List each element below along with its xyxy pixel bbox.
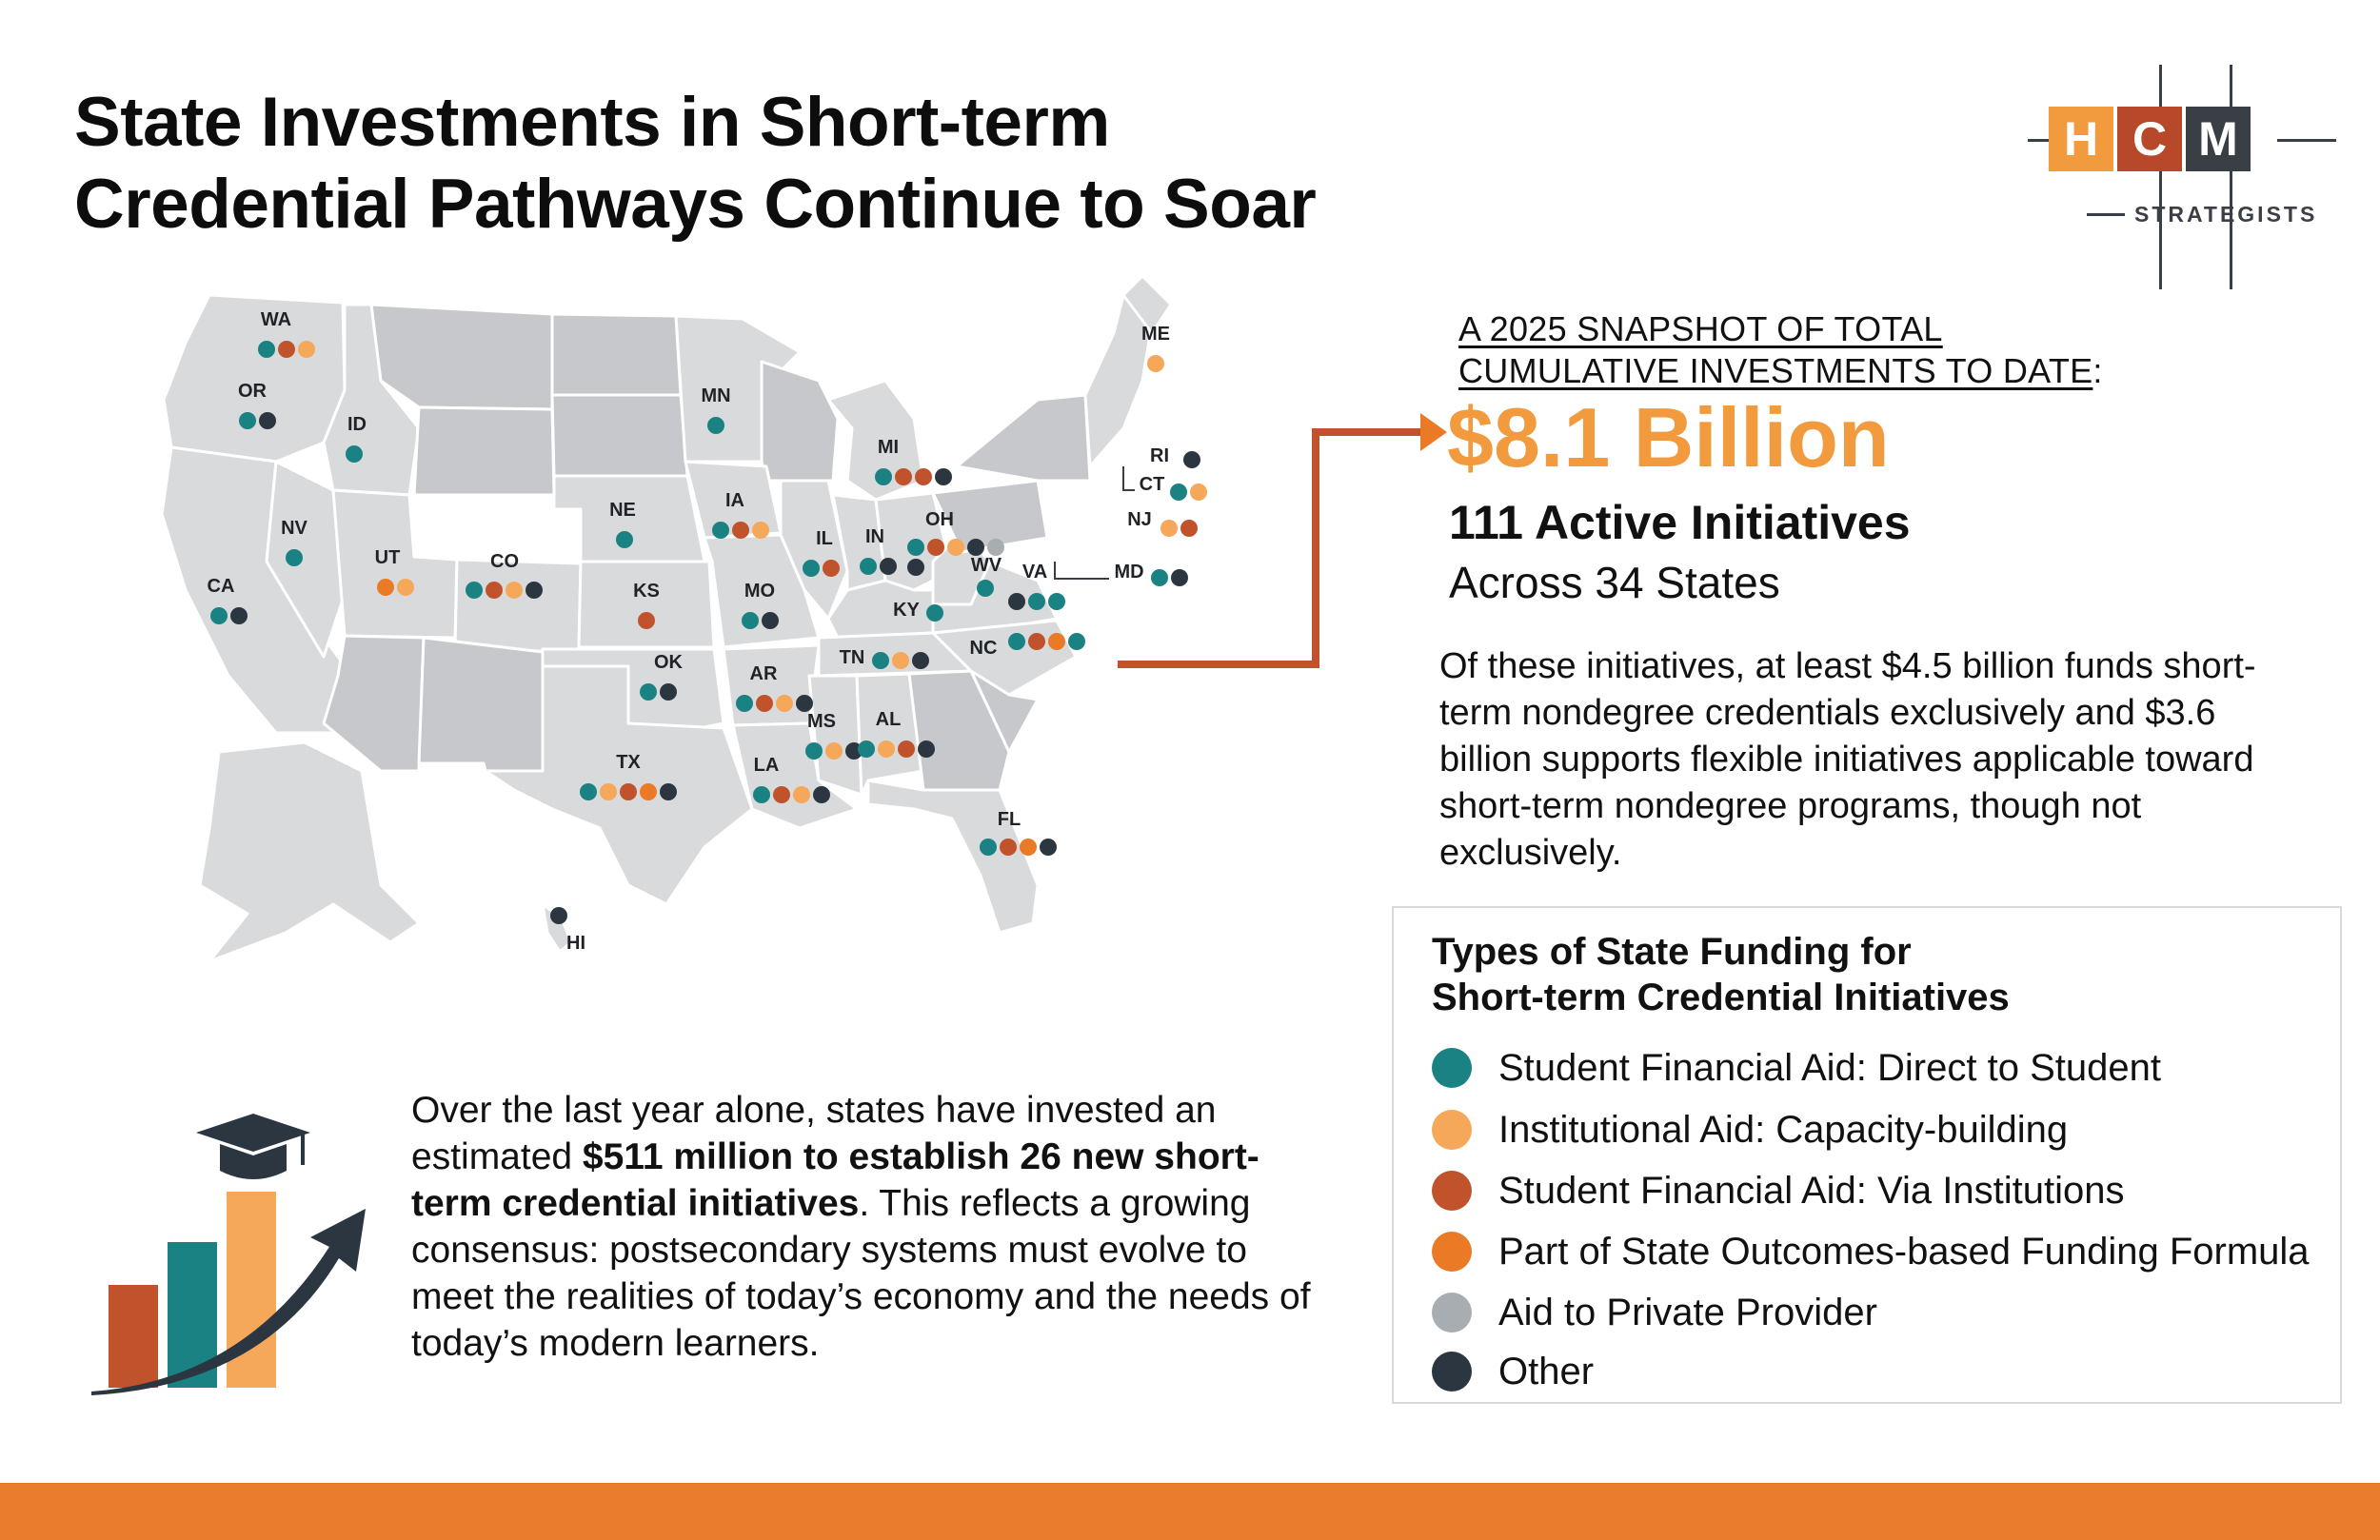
- legend-dot-gray: [1432, 1293, 1472, 1333]
- logo-subtitle: STRATEGISTS: [2134, 202, 2318, 227]
- state-label: VA: [1021, 562, 1048, 582]
- region-new-york: [957, 395, 1090, 481]
- state-label: FL: [997, 809, 1021, 830]
- funding-dot: [486, 582, 503, 599]
- state-label: CO: [490, 551, 519, 572]
- state-count: Across 34 States: [1449, 558, 1780, 607]
- funding-dot: [967, 539, 984, 556]
- state-label: AR: [749, 663, 778, 684]
- legend-dot-orange: [1432, 1232, 1472, 1272]
- funding-dot: [640, 783, 657, 800]
- funding-dot: [756, 695, 773, 712]
- funding-dot: [1040, 839, 1057, 856]
- funding-dot: [278, 341, 295, 358]
- funding-dot: [1000, 839, 1017, 856]
- total-amount: $8.1 Billion: [1447, 390, 1890, 484]
- state-label: IN: [865, 526, 884, 547]
- connector-arrow: [1114, 409, 1447, 685]
- region-florida: [868, 780, 1038, 933]
- legend-title: [1432, 929, 2010, 1020]
- region-colorado: [455, 560, 581, 652]
- legend-title-line-2: Short-term Credential Initiatives: [1432, 977, 2010, 1018]
- snapshot-description: Of these initiatives, at least $4.5 billion funds short-term nondegree credentials exclusively and $3.6 billion supports flexible initiatives applicable toward short-term nondegree programs, though not exclusively.: [1439, 646, 2256, 873]
- legend-item-direct-aid: [1432, 1044, 2161, 1092]
- funding-dot: [907, 539, 924, 556]
- legend-dot-dark: [1432, 1352, 1472, 1392]
- region-south-dakota: [552, 395, 687, 476]
- funding-dot: [1147, 355, 1164, 372]
- legend-label: Other: [1498, 1350, 1595, 1392]
- state-label: WV: [970, 555, 1002, 576]
- funding-dot: [977, 580, 994, 597]
- funding-dot: [660, 683, 677, 701]
- bar-rust: [109, 1285, 158, 1388]
- funding-dot: [600, 783, 617, 800]
- funding-dot: [878, 740, 895, 758]
- map-land: [162, 276, 1171, 961]
- funding-dot: [892, 652, 909, 669]
- funding-dot: [776, 695, 793, 712]
- funding-dot: [732, 522, 749, 539]
- region-wisconsin: [762, 362, 838, 481]
- region-kansas: [579, 562, 714, 647]
- state-label: LA: [753, 755, 780, 776]
- state-label: HI: [566, 933, 585, 954]
- state-label: MO: [744, 581, 776, 602]
- funding-dot: [239, 412, 256, 429]
- funding-dot: [803, 560, 820, 577]
- legend-label: Institutional Aid: Capacity-building: [1498, 1108, 2069, 1151]
- graduation-cap-icon: [196, 1114, 310, 1179]
- legend-title-line-1: Types of State Funding for: [1432, 931, 1912, 973]
- funding-legend: [1392, 906, 2342, 1404]
- funding-dot: [259, 412, 276, 429]
- funding-dot: [898, 740, 915, 758]
- state-label: KY: [893, 600, 920, 621]
- funding-dot: [712, 522, 729, 539]
- funding-dot: [895, 468, 912, 485]
- state-label: WA: [260, 309, 292, 330]
- legend-label: Student Financial Aid: Via Institutions: [1498, 1169, 2125, 1212]
- funding-dot: [707, 417, 724, 434]
- legend-item-capacity: [1432, 1106, 2068, 1154]
- region-alaska: [200, 742, 419, 961]
- funding-dot: [825, 742, 843, 760]
- hcm-logo: [2028, 65, 2342, 293]
- funding-dot: [742, 612, 759, 629]
- funding-dot: [947, 539, 964, 556]
- state-label: CT: [1139, 474, 1165, 495]
- funding-dot: [230, 607, 248, 624]
- funding-dot: [858, 740, 875, 758]
- funding-dot: [298, 341, 315, 358]
- region-north-dakota: [552, 314, 681, 395]
- funding-dot: [773, 786, 790, 803]
- funding-dot: [526, 582, 543, 599]
- state-label: MI: [877, 437, 900, 458]
- state-label: KS: [633, 581, 660, 602]
- snapshot-line-1: A 2025 SNAPSHOT OF TOTAL: [1458, 309, 1943, 348]
- state-label: ME: [1141, 324, 1170, 345]
- state-label: AL: [875, 709, 902, 730]
- funding-dot: [1020, 839, 1037, 856]
- funding-dot: [346, 445, 363, 463]
- funding-dot: [640, 683, 657, 701]
- legend-dot-rust: [1432, 1171, 1472, 1211]
- funding-dot: [912, 652, 929, 669]
- bottom-paragraph: [411, 1087, 1325, 1367]
- leader-md: [1055, 562, 1109, 579]
- funding-dot: [980, 839, 997, 856]
- funding-dot: [1068, 633, 1085, 650]
- legend-label: Part of State Outcomes-based Funding Formula: [1498, 1230, 2310, 1273]
- funding-dot: [258, 341, 275, 358]
- funding-dot: [1048, 593, 1065, 610]
- funding-dot: [1008, 593, 1025, 610]
- region-new-mexico: [419, 638, 543, 771]
- funding-dot: [1048, 633, 1065, 650]
- bottom-pre: Over the last year alone, states have invested an estimated: [411, 1090, 1217, 1177]
- state-label: OH: [925, 509, 954, 530]
- state-label: ID: [347, 414, 367, 435]
- state-label: NC: [969, 638, 998, 659]
- connector-arrowhead: [1420, 413, 1447, 451]
- state-label: MN: [701, 385, 731, 406]
- snapshot-colon: :: [2092, 351, 2103, 390]
- snapshot-heading: [1458, 308, 2103, 392]
- logo-letter-m: M: [2186, 107, 2251, 171]
- state-label: NJ: [1127, 509, 1152, 530]
- legend-dot-light-orange: [1432, 1110, 1472, 1150]
- region-wyoming: [414, 407, 554, 495]
- state-label: TX: [616, 752, 641, 773]
- funding-dot: [752, 522, 769, 539]
- funding-dot: [926, 604, 943, 622]
- title-line-2: Credential Pathways Continue to Soar: [74, 166, 1317, 243]
- region-montana: [371, 305, 552, 409]
- state-label: UT: [374, 547, 401, 568]
- funding-dot: [860, 558, 877, 575]
- state-label: NE: [609, 500, 636, 521]
- funding-dot: [907, 559, 924, 576]
- legend-label: Student Financial Aid: Direct to Student: [1498, 1046, 2161, 1089]
- funding-dot: [1008, 633, 1025, 650]
- funding-dot: [872, 652, 889, 669]
- funding-dot: [550, 907, 567, 924]
- funding-dot: [935, 468, 952, 485]
- bottom-bold: $511 million to establish 26 new short-term credential initiatives: [411, 1136, 1259, 1224]
- state-label: IA: [725, 490, 744, 511]
- funding-dot: [793, 786, 810, 803]
- bottom-post: . This reflects a growing consensus: postsecondary systems must evolve to meet the realities of today’s economy and the needs of today’s modern learners.: [411, 1183, 1311, 1364]
- funding-dot: [875, 468, 892, 485]
- funding-dot: [813, 786, 830, 803]
- region-arkansas: [724, 645, 819, 725]
- logo-letter-c: C: [2117, 107, 2182, 171]
- funding-dot: [796, 695, 813, 712]
- funding-dot: [1028, 633, 1045, 650]
- funding-dot: [580, 783, 597, 800]
- state-label: OK: [654, 652, 683, 673]
- region-mississippi: [809, 676, 862, 795]
- funding-dot: [660, 783, 677, 800]
- legend-item-via-institutions: [1432, 1167, 2124, 1214]
- funding-dot: [927, 539, 944, 556]
- initiative-count: 111 Active Initiatives: [1449, 496, 1911, 549]
- region-pacific-northwest: [164, 295, 345, 462]
- funding-dot: [397, 579, 414, 596]
- legend-dot-teal: [1432, 1048, 1472, 1088]
- state-label: IL: [816, 528, 833, 549]
- funding-dot: [915, 468, 932, 485]
- funding-dot: [753, 786, 770, 803]
- logo-letter-h: H: [2049, 107, 2113, 171]
- funding-dot: [880, 558, 897, 575]
- funding-dot: [210, 607, 228, 624]
- growth-chart-icon: [82, 1104, 377, 1399]
- funding-dot: [1028, 593, 1045, 610]
- state-label: CA: [207, 576, 235, 597]
- funding-dot: [823, 560, 840, 577]
- funding-dot: [286, 549, 303, 566]
- funding-dot: [466, 582, 483, 599]
- funding-dot: [736, 695, 753, 712]
- funding-dot: [762, 612, 779, 629]
- us-map: [95, 276, 1170, 999]
- state-label: MD: [1114, 562, 1144, 582]
- snapshot-line-2: CUMULATIVE INVESTMENTS TO DATE: [1458, 351, 2093, 390]
- funding-dot: [987, 539, 1004, 556]
- funding-dot: [620, 783, 637, 800]
- connector-line: [1118, 432, 1420, 664]
- footer-bar: [0, 1483, 2380, 1540]
- title-line-1: State Investments in Short-term: [74, 84, 1110, 161]
- state-label: TN: [839, 647, 865, 668]
- legend-item-other: [1432, 1348, 1594, 1395]
- state-label: MS: [807, 711, 836, 732]
- funding-dot: [918, 740, 935, 758]
- funding-dot: [616, 531, 633, 548]
- funding-dot: [638, 612, 655, 629]
- legend-item-private-provider: [1432, 1289, 1877, 1336]
- state-label: NV: [281, 518, 307, 539]
- funding-dot: [506, 582, 523, 599]
- page-title: [74, 82, 1502, 246]
- legend-label: Aid to Private Provider: [1498, 1291, 1877, 1333]
- legend-item-outcomes-formula: [1432, 1228, 2310, 1275]
- funding-dot: [805, 742, 823, 760]
- funding-dot: [377, 579, 394, 596]
- state-label: RI: [1150, 445, 1169, 466]
- state-label: OR: [238, 381, 267, 402]
